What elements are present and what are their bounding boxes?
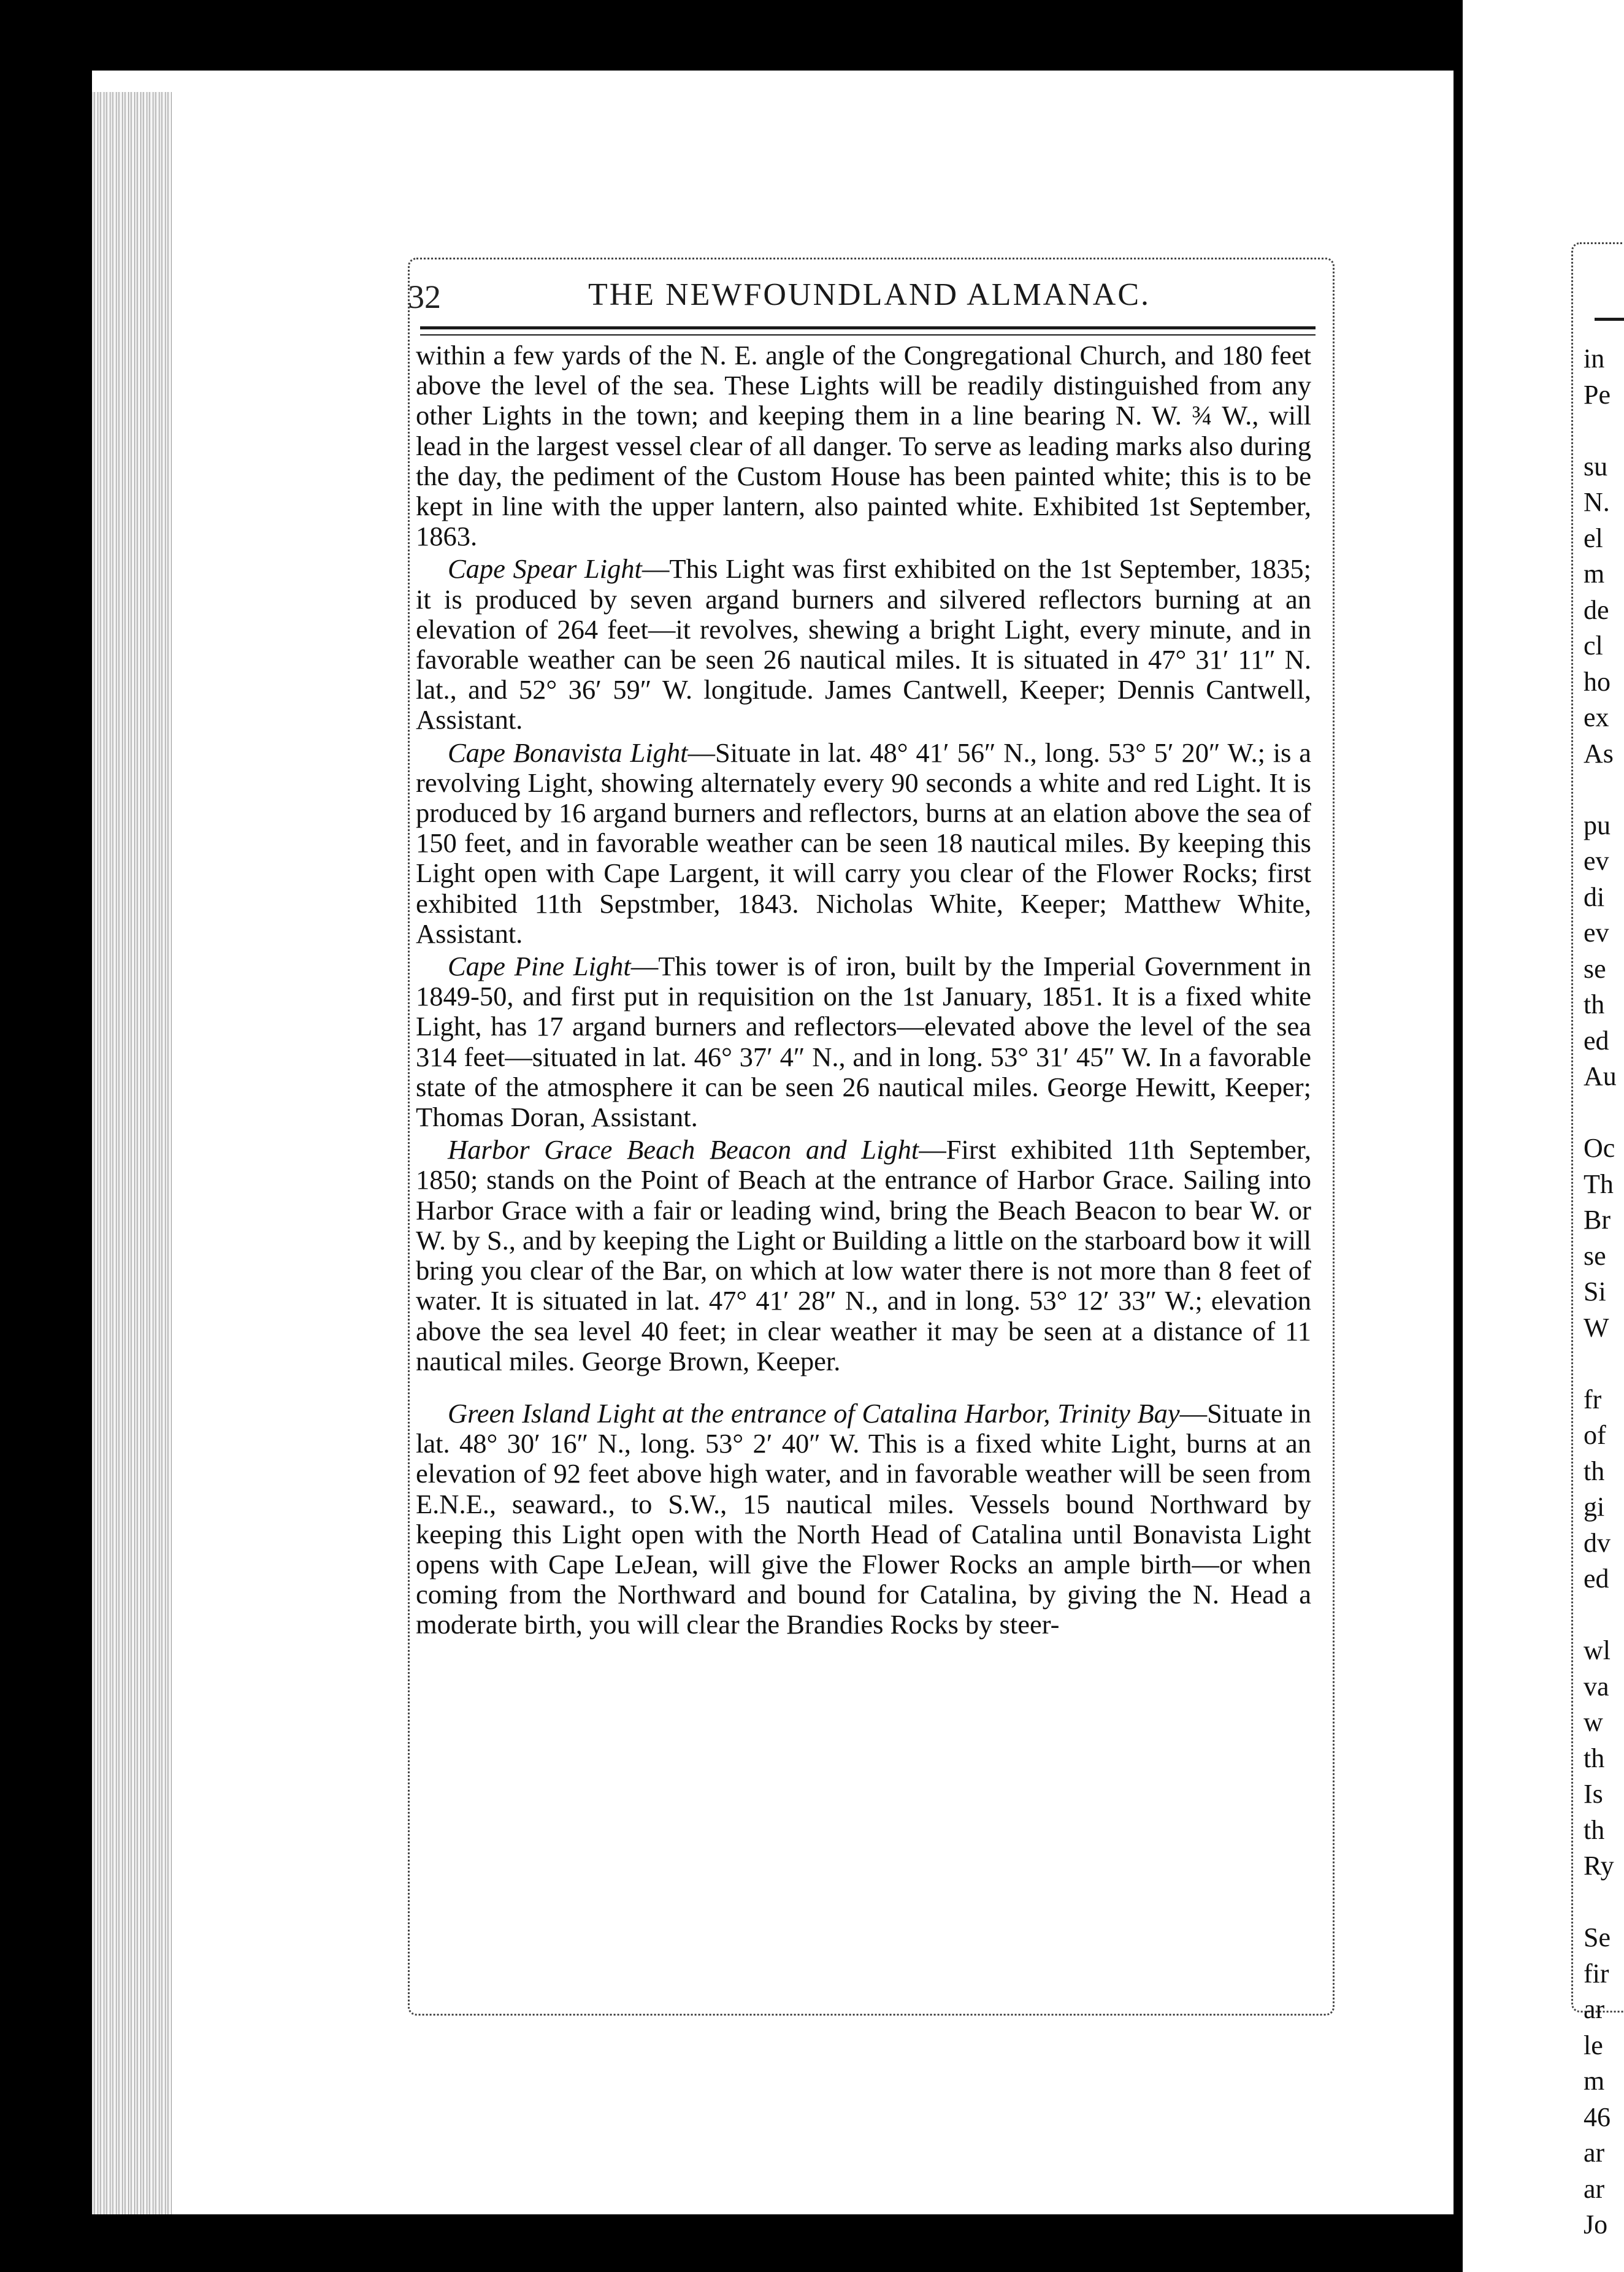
paragraph	[416, 554, 1311, 735]
right-page-line: fir	[1584, 1958, 1609, 1989]
right-page-line: gi	[1584, 1492, 1605, 1522]
right-page-line: ev	[1584, 918, 1609, 948]
right-page-line: wl	[1584, 1635, 1611, 1665]
entry-title: Cape Spear Light	[448, 553, 642, 585]
right-page-line: di	[1584, 881, 1605, 912]
right-page-line: se	[1584, 1240, 1606, 1271]
right-page-line: Jo	[1584, 2209, 1608, 2239]
right-page-line: ho	[1584, 666, 1611, 697]
right-page-line: As	[1584, 738, 1614, 769]
page-header	[408, 273, 1331, 328]
right-page-line: 46	[1584, 2101, 1611, 2132]
right-page-line: su	[1584, 451, 1608, 482]
right-page-line: m	[1584, 2066, 1605, 2096]
entry-text: —First exhibited 11th September, 1850; stands on the Point of Beach at the entrance of Harbor Grace. Sailing into Harbor Grace with a fair or leading wind, bring the Beach Beacon to bear W. or W. by S., and by keeping the Light or Building a little on the starboard bow it will bring you clear of the Bar, on which at low water there is not more than 8 feet of water. It is situated in lat. 47° 41′ 28″ N., and in long. 53° 12′ 33″ W.; elevation above the sea level 40 feet; in clear weather it may be seen at a distance of 11 nautical miles. George Brown, Keeper.	[416, 1134, 1312, 1376]
right-page-line: ar	[1584, 1994, 1605, 2024]
right-page-line: ed	[1584, 1025, 1609, 1056]
right-page-line: Is	[1584, 1779, 1603, 1809]
right-page-line: ex	[1584, 702, 1609, 732]
right-page-line: w	[1584, 1707, 1603, 1737]
entry-text: —This tower is of iron, built by the Imperial Government in 1849-50, and first put in requisition on the 1st January, 1851. It is a fixed white Light, has 17 argand burners and reflectors—elevated above the level of the sea 314 feet—situated in lat. 46° 37′ 4″ N., and in long. 53° 31′ 45″ W. In a favorable state of the atmosphere it can be seen 26 nautical miles. George Hewitt, Keeper; Thomas Doran, Assistant.	[416, 951, 1311, 1133]
right-page-line: dv	[1584, 1527, 1611, 1558]
right-page-line: th	[1584, 989, 1605, 1019]
right-page-line: de	[1584, 594, 1609, 625]
header-rule-thick	[420, 326, 1316, 329]
right-page-line: W	[1584, 1312, 1609, 1343]
entry-title: Harbor Grace Beach Beacon and Light	[448, 1134, 919, 1165]
entry-title: Cape Bonavista Light	[448, 737, 688, 768]
right-page-line: el	[1584, 523, 1603, 553]
right-page-line: Oc	[1584, 1133, 1615, 1163]
right-page-line: of	[1584, 1420, 1606, 1450]
body-text	[416, 340, 1311, 1640]
right-page-line: ar	[1584, 2173, 1605, 2204]
right-page-line: ar	[1584, 2138, 1605, 2168]
right-page-line: ed	[1584, 1564, 1609, 1594]
right-page-line: se	[1584, 953, 1606, 984]
entry-text: —Situate in lat. 48° 41′ 56″ N., long. 53° 5′ 20″ W.; is a revolving Light, showing alternately every 90 seconds a white and red Light. It is produced by 16 argand burners and reflectors, burns at an elation above the sea of 150 feet, and in favorable weather can be seen 18 nautical miles. By keeping this Light open with Cape Largent, it will carry you clear of the Flower Rocks; first exhibited 11th Sepstmber, 1843. Nicholas White, Keeper; Matthew White, Assistant.	[416, 737, 1311, 949]
right-page-line: va	[1584, 1671, 1609, 1702]
right-page-line: Th	[1584, 1169, 1614, 1199]
right-page-line: Pe	[1584, 379, 1611, 410]
entry-text: —Situate in lat. 48° 30′ 16″ N., long. 53° 2′ 40″ W. This is a fixed white Light, burns at an elevation of 92 feet above high water, and in favorable weather will be seen from E.N.E., seaward., to S.W., 15 nautical miles. Vessels bound Northward by keeping this Light open with the North Head of Catalina until Bonavista Light opens with Cape LeJean, will give the Flower Rocks an ample birth—or when coming from the Northward and bound for Catalina, by giving the N. Head a moderate birth, you will clear the Brandies Rocks by steer-	[416, 1397, 1311, 1640]
right-page-line: Au	[1584, 1061, 1617, 1091]
right-page-line: Ry	[1584, 1851, 1614, 1881]
page-edges	[92, 92, 172, 2214]
header-rule-thin	[420, 334, 1316, 336]
right-page-line: pu	[1584, 810, 1611, 840]
right-page-line: fr	[1584, 1384, 1602, 1414]
right-page-line: in	[1584, 343, 1605, 374]
entry-title: Green Island Light at the entrance of Catalina Harbor, Trinity Bay	[448, 1397, 1180, 1429]
right-page-line: th	[1584, 1743, 1605, 1773]
paragraph	[416, 1399, 1311, 1640]
right-page-line: Si	[1584, 1276, 1606, 1307]
right-page-line: cl	[1584, 631, 1603, 661]
right-page-line: N.	[1584, 487, 1610, 517]
right-page-line: Br	[1584, 1205, 1611, 1235]
right-page-line: Se	[1584, 1922, 1611, 1952]
right-page-line: ev	[1584, 846, 1609, 876]
paragraph	[416, 738, 1311, 949]
paragraph: within a few yards of the N. E. angle of the Congregational Church, and 180 feet above the level of the sea. These Lights will be readily distinguished from any other Lights in the town; and keeping them in a line bearing N. W. ¾ W., will lead in the largest vessel clear of all danger. To serve as leading marks also during the day, the pediment of the Custom House has been painted white; this is to be kept in line with the upper lantern, also painted white. Exhibited 1st September, 1863.	[416, 340, 1311, 552]
paragraph	[416, 1135, 1311, 1376]
right-page-line: le	[1584, 2030, 1603, 2060]
running-head: THE NEWFOUNDLAND ALMANAC.	[588, 277, 1151, 312]
entry-title: Cape Pine Light	[448, 951, 631, 982]
right-page-line: th	[1584, 1814, 1605, 1845]
right-page-rule	[1595, 318, 1624, 321]
right-page-line: m	[1584, 559, 1605, 589]
paragraph	[416, 951, 1311, 1132]
entry-text: —This Light was first exhibited on the 1st September, 1835; it is produced by seven argand burners and silvered reflectors burning at an elevation of 264 feet—it revolves, shewing a bright Light, every minute, and in favorable weather can be seen 26 nautical miles. It is situated in 47° 31′ 11″ N. lat., and 52° 36′ 59″ W. longitude. James Cantwell, Keeper; Dennis Cantwell, Assistant.	[416, 553, 1311, 735]
page-number: 32	[408, 278, 441, 315]
right-page-line: th	[1584, 1456, 1605, 1486]
